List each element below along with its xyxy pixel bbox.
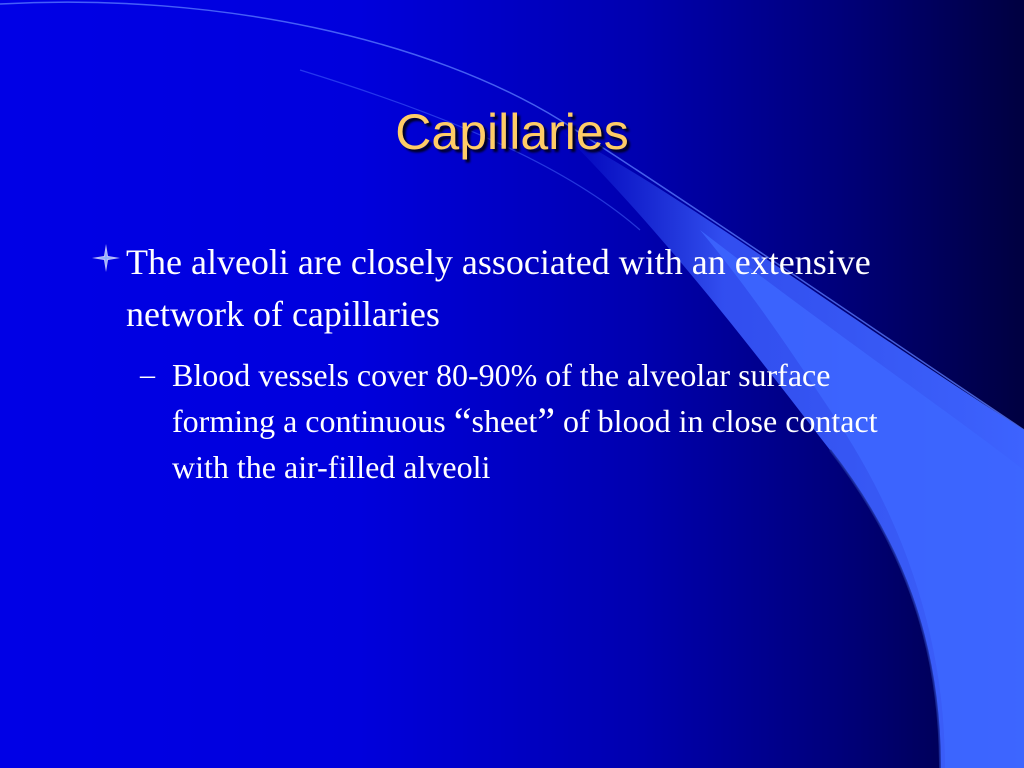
dash-marker: –	[140, 358, 155, 391]
four-point-star-icon	[90, 242, 122, 274]
quoted-word: sheet	[471, 403, 538, 439]
close-quote: ”	[537, 399, 556, 445]
sub-bullet-text	[172, 352, 932, 490]
open-quote: “	[453, 399, 472, 445]
sub-bullet-text-after: of blood in close contact with the air-filled alveoli	[172, 403, 878, 485]
sub-bullet-text-before: Blood vessels cover 80-90% of the alveolar surface forming a continuous	[172, 357, 831, 439]
slide-title: Capillaries	[395, 104, 629, 160]
bullet-text: The alveoli are closely associated with an extensive network of capillaries	[126, 242, 871, 334]
